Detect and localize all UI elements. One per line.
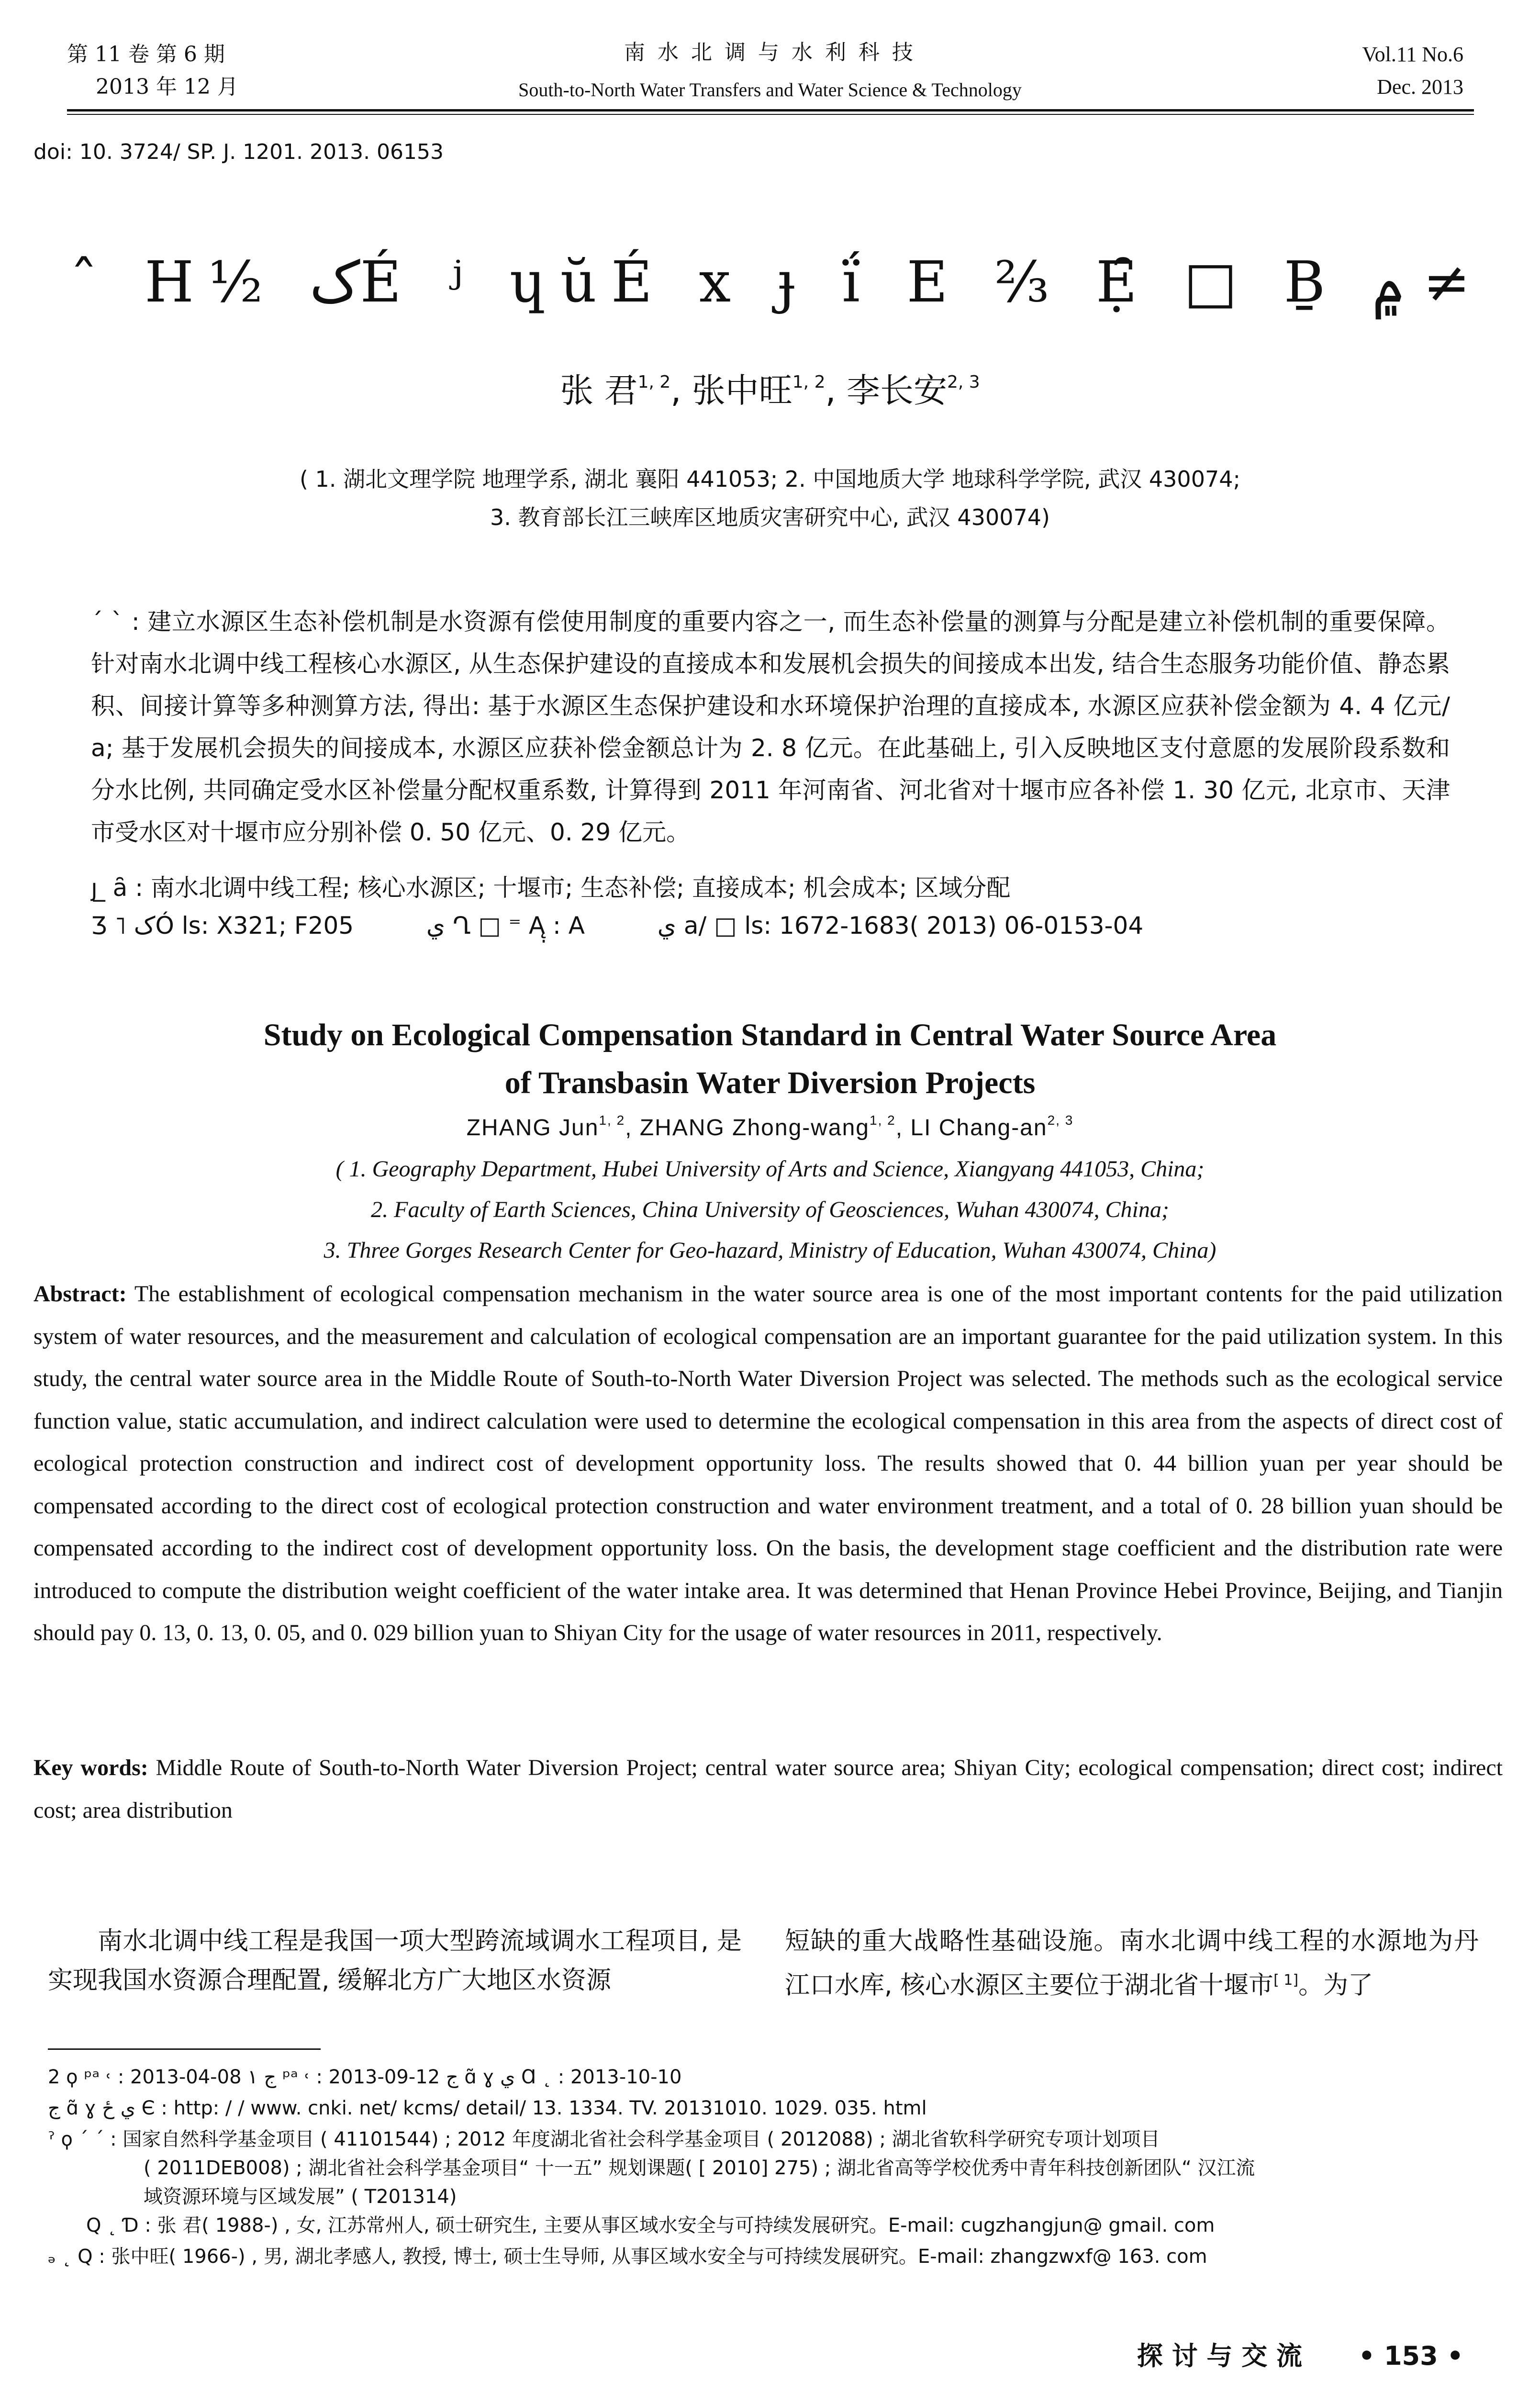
authors-cn: 张 君$^{1, 2}$, 张中旺$^{1, 2}$, 李长安$^{2, 3}$ bbox=[560, 371, 980, 410]
author-en-1: ZHANG Jun bbox=[466, 1115, 599, 1141]
abstract-cn-text: : 建立水源区生态补偿机制是水资源有偿使用制度的重要内容之一, 而生态补偿量的测算与分配是建立补偿机制的重要保障。针对南水北调中线工程核心水源区, 从生态保护建设的直接成本和发展机会损失的间接成本出发, 结合生态服务功能价值、静态累积、间接计算等多种测算方法, 得出: 基于水源区生态保护建设和水环境保护治理的直接成本, 水源区应获补偿金额为 4. 4 亿元/ a; 基于发展机会损失的间接成本, 水源区应获补偿金额总计为 2. 8 亿元。在此基础上, 引入反映地区支付意愿的发展阶段系数和分水比例, 共同确定受水区补偿量分配权重系数, 计算得到 2011 年河南省、河北省对十堰市应各补偿 1. 30 亿元, 北京市、天津市受水区对十堰市应分别补偿 0. 50 亿元、0. 29 亿元。 bbox=[91, 608, 1450, 846]
header-rule-thin bbox=[67, 114, 1474, 115]
footnote-first-author: Q ˛ Ɗ : 张 君( 1988-) , 女, 江苏常州人, 硕士研究生, 主要从事区域水安全与可持续发展研究。E-mail: cugzhangjun@ gmail. com bbox=[86, 2214, 1215, 2236]
footnote-online-url[interactable]: ج ɑ̃ ɣ ي ځ Є : http: / / www. cnki. net/ kcms/ detail/ 13. 1334. TV. 20131010. 1029. 035. html bbox=[48, 2097, 927, 2119]
author-en-2-affil: 1, 2 bbox=[870, 1113, 896, 1128]
author-en-3: LI Chang-an bbox=[910, 1115, 1048, 1141]
title-en-line1: Study on Ecological Compensation Standard in Central Water Source Area bbox=[263, 1018, 1277, 1052]
header-journal-cn: 南 水 北 调 与 水 利 科 技 bbox=[624, 40, 916, 65]
affiliation-en-line3: 3. Three Gorges Research Center for Geo-hazard, Ministry of Education, Wuhan 430074, China) bbox=[324, 1238, 1216, 1263]
affiliation-cn-line1: ( 1. 湖北文理学院 地理学系, 湖北 襄阳 441053; 2. 中国地质大学 地球科学学院, 武汉 430074; bbox=[299, 466, 1240, 492]
author-en-2: ZHANG Zhong-wang bbox=[639, 1115, 870, 1141]
classification-cn bbox=[91, 912, 1143, 939]
footnote-funding-label: ˀ ϙ ˊ ˊ bbox=[48, 2128, 111, 2150]
keywords-cn-label: ȷ ̲ ȃ bbox=[91, 874, 135, 902]
page-number: • 153 • bbox=[1358, 2341, 1463, 2371]
abstract-en bbox=[33, 1273, 1503, 1655]
article-id-value: : 1672-1683( 2013) 06-0153-04 bbox=[763, 912, 1144, 939]
affiliation-cn-line2: 3. 教育部长江三峡库区地质灾害研究中心, 武汉 430074) bbox=[490, 504, 1050, 530]
author-cn-2-affil: 1, 2 bbox=[792, 372, 826, 392]
footnote-funding-line3: 域资源环境与区域发展” ( T201314) bbox=[144, 2186, 457, 2208]
article-id-label: ي a/ □ ls bbox=[657, 912, 764, 939]
body-column-right bbox=[785, 1922, 1479, 2005]
author-en-3-affil: 2, 3 bbox=[1047, 1113, 1074, 1128]
author-en-1-affil: 1, 2 bbox=[599, 1113, 625, 1128]
author-cn-3-affil: 2, 3 bbox=[947, 372, 980, 392]
abstract-en-label: Abstract: bbox=[33, 1281, 127, 1307]
header-journal-en: South-to-North Water Transfers and Water Science & Technology bbox=[518, 79, 1022, 101]
authors-en: ZHANG Jun$^{1, 2}$, ZHANG Zhong-wang$^{1, 2}$, LI Chang-an$^{2, 3}$ bbox=[466, 1113, 1074, 1141]
clc-value: : X321; F205 bbox=[201, 912, 354, 939]
footnote-corresponding-author: ₔ ˛ Q : 张中旺( 1966-) , 男, 湖北孝感人, 教授, 博士, 硕士生导师, 从事区域水安全与可持续发展研究。E-mail: zhangzwxf@ 163. com bbox=[48, 2246, 1207, 2268]
body-column-left: 南水北调中线工程是我国一项大型跨流域调水工程项目, 是实现我国水资源合理配置, 缓解北方广大地区水资源 bbox=[48, 1927, 742, 1995]
keywords-en-label: Key words: bbox=[33, 1755, 148, 1780]
header-volume-issue-en: Vol.11 No.6 bbox=[1362, 43, 1463, 66]
abstract-cn bbox=[91, 601, 1450, 853]
title-en-line2: of Transbasin Water Diversion Projects bbox=[504, 1065, 1036, 1100]
clc-label: Ʒ ˥ کÓ ls bbox=[91, 912, 201, 939]
author-cn-1: 张 君 bbox=[560, 371, 638, 410]
doi[interactable]: doi: 10. 3724/ SP. J. 1201. 2013. 06153 bbox=[33, 140, 444, 164]
body-right-text: 短缺的重大战略性基础设施。南水北调中线工程的水源地为丹江口水库, 核心水源区主要位于湖北省十堰市 bbox=[785, 1927, 1479, 2000]
affiliation-en-line1: ( 1. Geography Department, Hubei University of Arts and Science, Xiangyang 441053, China; bbox=[335, 1156, 1205, 1182]
keywords-en bbox=[33, 1747, 1503, 1832]
page-footer bbox=[1137, 2336, 1463, 2372]
abstract-en-text: The establishment of ecological compensation mechanism in the water source area is one of the most important contents for the paid utilization system of water resources, and the measurement and calculation of ecological compensation are an important guarantee for the paid utilization system. In this study, the central water source area in the Middle Route of South-to-North Water Diversion Project was selected. The methods such as the ecological service function value, static accumulation, and indirect calculation were used to determine the ecological compensation in this area from the aspects of direct cost of ecological protection construction and indirect cost of development opportunity loss. The results showed that 0. 44 billion yuan per year should be compensated according to the direct cost of ecological protection construction and water environment treatment, and a total of 0. 28 billion yuan should be compensated according to the indirect cost of development opportunity loss. On the basis, the development stage coefficient and the distribution rate were introduced to compute the distribution weight coefficient of the water intake area. It was determined that Henan Province Hebei Province, Beijing, and Tianjin should pay 0. 13, 0. 13, 0. 05, and 0. 029 billion yuan to Shiyan City for the usage of water resources in 2011, respectively. bbox=[33, 1281, 1503, 1645]
doc-code: ي Ղ □ ⁼ Ą̣ : A bbox=[426, 912, 585, 939]
keywords-en-text: Middle Route of South-to-North Water Diversion Project; central water source area; Shiyan City; ecological compensation; direct cost; indirect cost; area distribution bbox=[33, 1755, 1503, 1823]
footnote-funding-line1: : 国家自然科学基金项目 ( 41101544) ; 2012 年度湖北省社会科学基金项目 ( 2012088) ; 湖北省软科学研究专项计划项目 bbox=[110, 2128, 1160, 2150]
footnote-funding-line2: ( 2011DEB008) ; 湖北省社会科学基金项目“ 十一五” 规划课题( [ 2010] 275) ; 湖北省高等学校优秀中青年科技创新团队“ 汉江流 bbox=[144, 2157, 1255, 2179]
footnote-dates: 2 ϙ ᵖᵃ ˓ : 2013-04-08 ج ۱ ᵖᵃ ˓ : 2013-09-12 ج ɑ̃ ɣ ي Ɑ ˛ : 2013-10-10 bbox=[48, 2066, 682, 2088]
section-label: 探 讨 与 交 流 bbox=[1137, 2341, 1303, 2371]
title-cn: ˆ H½ کÉ ʲ ɥŭÉ x ɟ ḯ E ⅔ Ẹ̑ □ Ḇ ۾ ≠ bbox=[69, 249, 1471, 315]
footnote-rule bbox=[48, 2048, 321, 2050]
abstract-cn-label: ˊ ˋ bbox=[91, 608, 132, 636]
keywords-cn-text: : 南水北调中线工程; 核心水源区; 十堰市; 生态补偿; 直接成本; 机会成本; 区域分配 bbox=[135, 874, 1011, 902]
header-volume-issue-cn: 第 11 卷 第 6 期 bbox=[67, 42, 225, 67]
footnote-funding bbox=[48, 2125, 1484, 2154]
author-cn-3: 李长安 bbox=[847, 371, 947, 410]
author-cn-1-affil: 1, 2 bbox=[637, 372, 671, 392]
author-cn-2: 张中旺 bbox=[692, 371, 792, 410]
citation-ref-1[interactable]: [ 1] bbox=[1273, 1972, 1299, 1989]
body-right-tail: 。为了 bbox=[1298, 1971, 1373, 2000]
header-date-cn: 2013 年 12 月 bbox=[96, 75, 238, 99]
keywords-cn bbox=[91, 869, 1010, 903]
header-date-en: Dec. 2013 bbox=[1377, 75, 1463, 99]
affiliation-en-line2: 2. Faculty of Earth Sciences, China University of Geosciences, Wuhan 430074, China; bbox=[371, 1197, 1169, 1222]
header-rule bbox=[67, 109, 1474, 112]
